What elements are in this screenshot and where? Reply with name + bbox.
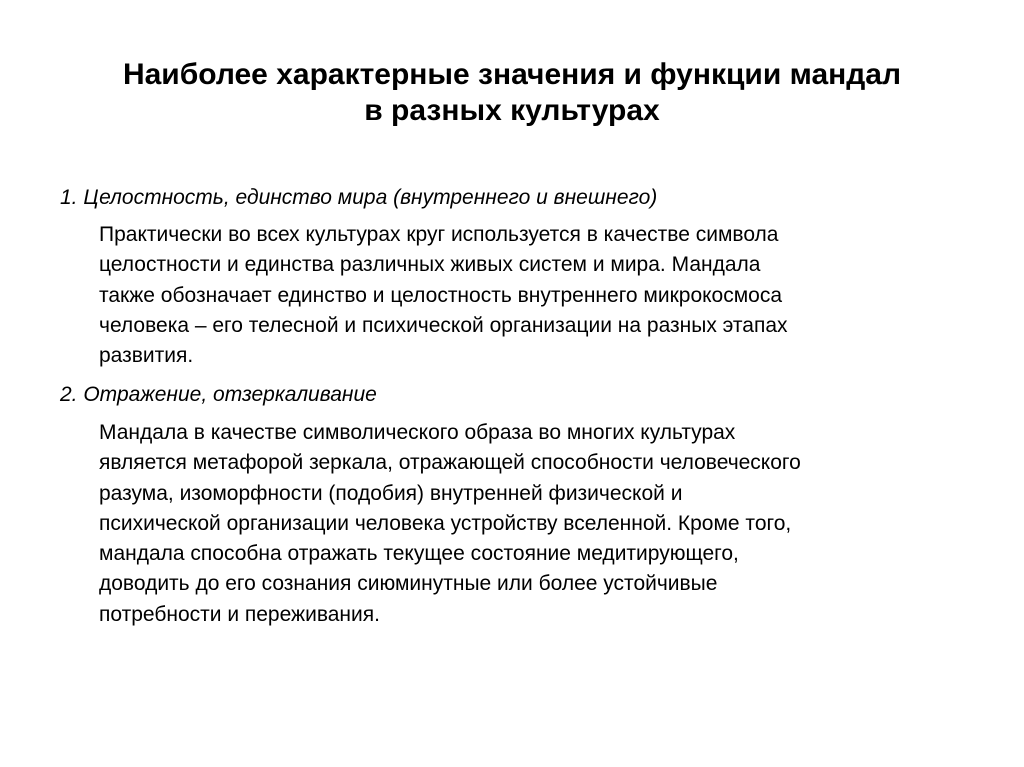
body-line: также обозначает единство и целостность внутреннего микрокосмоса (99, 283, 783, 307)
body-line: целостности и единства различных живых систем и мира. Мандала (99, 253, 761, 277)
section-heading-integrity: 1. Целостность, единство мира (внутреннего и внешнего) (60, 186, 658, 209)
body-line: разума, изоморфности (подобия) внутренней физической и (99, 481, 683, 505)
section-heading-reflection: 2. Отражение, отзеркаливание (60, 383, 377, 406)
title-line: в разных культурах (364, 94, 660, 127)
body-line: Мандала в качестве символического образа во многих культурах (99, 421, 736, 444)
body-line: мандала способна отражать текущее состояние медитирующего, (99, 542, 739, 566)
body-line: Практически во всех культурах круг используется в качестве символа (99, 223, 779, 246)
body-line: человека – его телесной и психической организации на разных этапах (99, 313, 788, 337)
section-body-reflection (99, 418, 979, 630)
section-body-integrity (99, 220, 979, 371)
slide-title (40, 57, 984, 129)
body-line: развития. (99, 344, 194, 368)
body-line: доводить до его сознания сиюминутные или более устойчивые (99, 572, 718, 596)
body-line: является метафорой зеркала, отражающей способности человеческого (99, 451, 801, 475)
body-line: психической организации человека устройству вселенной. Кроме того, (99, 511, 792, 535)
title-line: Наиболее характерные значения и функции мандал (122, 58, 902, 91)
body-line: потребности и переживания. (99, 602, 380, 626)
